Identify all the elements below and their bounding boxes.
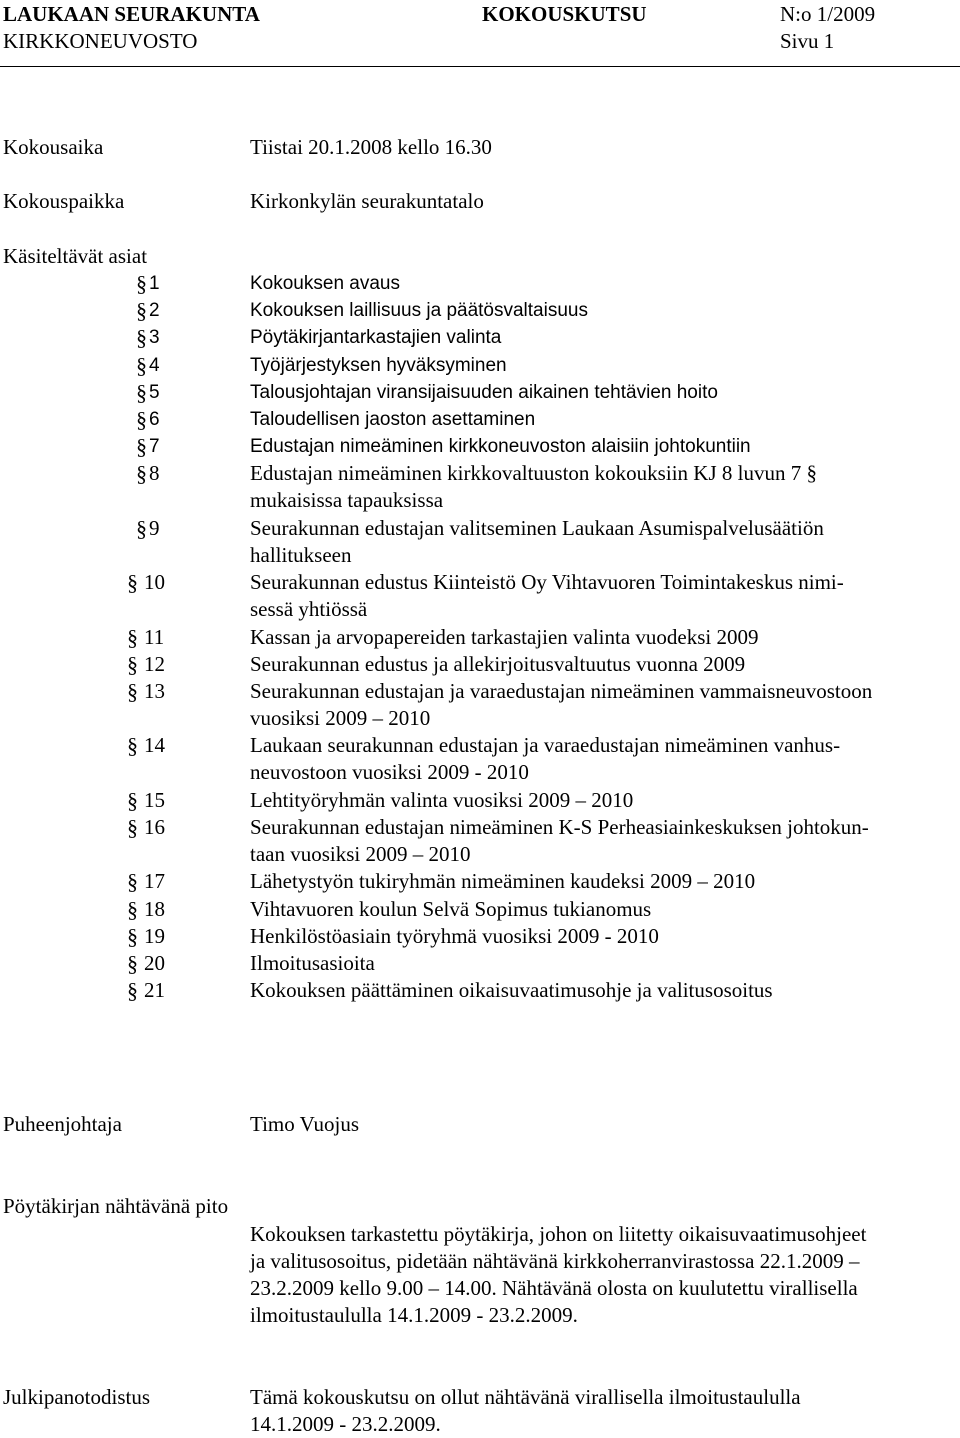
minutes-line: Kokouksen tarkastettu pöytäkirja, johon on liitetty oikaisuvaatimusohjeet <box>250 1222 867 1246</box>
agenda-title <box>250 732 960 786</box>
section-sign: § <box>136 298 147 324</box>
section-sign: § <box>136 515 147 541</box>
agenda-title-line: sessä yhtiössä <box>250 597 368 622</box>
agenda-number: 13 <box>144 679 165 703</box>
agenda-title-line: Pöytäkirjantarkastajien valinta <box>250 327 502 349</box>
section-sign: § <box>127 787 138 813</box>
agenda-title-line: Seurakunnan edustus Kiinteistö Oy Vihtavuoren Toimintakeskus nimi- <box>250 570 844 595</box>
agenda-title <box>250 352 960 379</box>
agenda-number: 4 <box>149 354 160 376</box>
agenda-title <box>250 515 960 569</box>
section-sign: § <box>136 325 147 351</box>
section-sign: § <box>136 352 147 378</box>
agenda-title <box>250 977 960 1004</box>
agenda-title <box>250 868 960 895</box>
section-sign: § <box>136 461 147 487</box>
section-sign: § <box>127 733 138 759</box>
agenda-number: 12 <box>144 651 165 676</box>
agenda-number: 2 <box>149 300 160 322</box>
section-sign: § <box>127 951 138 976</box>
minutes-line: 23.2.2009 kello 9.00 – 14.00. Nähtävänä olosta on kuulutettu virallisella <box>250 1276 858 1300</box>
agenda-number: 17 <box>144 869 165 894</box>
agenda-title <box>250 624 960 651</box>
section-sign: § <box>127 651 138 677</box>
agenda-title <box>250 297 960 324</box>
notice-text <box>250 1384 801 1438</box>
minutes-label: Pöytäkirjan nähtävänä pito <box>3 1194 229 1218</box>
agenda-title-line: Työjärjestyksen hyväksyminen <box>250 354 507 376</box>
agenda-title-line: Kokouksen päättäminen oikaisuvaatimusohje ja valitusosoitus <box>250 978 773 1003</box>
agenda-label: Käsiteltävät asiat <box>3 244 148 268</box>
agenda-title-line: Talousjohtajan viransijaisuuden aikainen tehtävien hoito <box>250 381 718 403</box>
section-sign: § <box>136 379 147 405</box>
agenda-title-line: vuosiksi 2009 – 2010 <box>250 706 431 730</box>
agenda-title-line: hallitukseen <box>250 542 352 567</box>
agenda-title <box>250 896 960 923</box>
agenda-title-line: taan vuosiksi 2009 – 2010 <box>250 842 471 866</box>
agenda-title-line: neuvostoon vuosiksi 2009 - 2010 <box>250 760 529 785</box>
agenda-number: 19 <box>144 923 165 948</box>
notice-line: 14.1.2009 - 23.2.2009. <box>250 1412 441 1436</box>
agenda-number: 14 <box>144 733 165 758</box>
agenda-title-line: Taloudellisen jaoston asettaminen <box>250 409 536 430</box>
agenda-title <box>250 814 960 868</box>
meeting-place-value: Kirkonkylän seurakuntatalo <box>250 189 484 213</box>
agenda-number: 21 <box>144 978 165 1003</box>
document-type: KOKOUSKUTSU <box>482 2 647 26</box>
agenda-title <box>250 324 960 351</box>
agenda-number: 16 <box>144 815 165 839</box>
section-sign: § <box>136 271 147 296</box>
agenda-title-line: Seurakunnan edustajan valitseminen Laukaan Asumispalvelusäätiön <box>250 515 824 540</box>
agenda-number: 7 <box>149 436 160 458</box>
agenda-title <box>250 379 960 406</box>
notice-label: Julkipanotodistus <box>3 1385 151 1409</box>
agenda-title <box>250 270 960 297</box>
document-number: N:o 1/2009 <box>780 2 876 26</box>
agenda-title-line: Edustajan nimeäminen kirkkoneuvoston alaisiin johtokuntiin <box>250 436 751 458</box>
agenda-number: 1 <box>149 273 160 294</box>
agenda-title-line: Henkilöstöasiain työryhmä vuosiksi 2009 - 2010 <box>250 923 659 948</box>
page-number: Sivu 1 <box>780 29 835 53</box>
section-sign: § <box>136 407 147 432</box>
section-sign: § <box>127 869 138 895</box>
section-sign: § <box>127 896 138 922</box>
agenda-title-line: Kokouksen laillisuus ja päätösvaltaisuus <box>250 300 588 322</box>
agenda-title-line: Seurakunnan edustus ja allekirjoitusvaltuutus vuonna 2009 <box>250 651 746 676</box>
agenda-title-line: Seurakunnan edustajan nimeäminen K-S Perheasiainkeskuksen johtokun- <box>250 815 869 839</box>
agenda-title <box>250 651 960 678</box>
header-divider <box>0 66 960 67</box>
agenda-title-line: Laukaan seurakunnan edustajan ja varaedustajan nimeäminen vanhus- <box>250 733 841 758</box>
minutes-text <box>250 1221 866 1329</box>
agenda-number: 5 <box>149 381 160 403</box>
agenda-title-line: Vihtavuoren koulun Selvä Sopimus tukianomus <box>250 896 652 921</box>
agenda-number: 6 <box>149 409 160 430</box>
agenda-title <box>250 433 960 460</box>
agenda-title <box>250 678 960 732</box>
agenda-title-line: Lehtityöryhmän valinta vuosiksi 2009 – 2010 <box>250 787 634 812</box>
agenda-number: 15 <box>144 787 165 812</box>
section-sign: § <box>127 624 138 650</box>
agenda-title-line: Edustajan nimeäminen kirkkovaltuuston kokouksiin KJ 8 luvun 7 § <box>250 461 817 486</box>
agenda-title-line: Seurakunnan edustajan ja varaedustajan nimeäminen vammaisneuvostoon <box>250 679 873 703</box>
section-sign: § <box>127 815 138 840</box>
agenda-title <box>250 950 960 977</box>
agenda-number: 3 <box>149 327 160 349</box>
agenda-number: 8 <box>149 461 160 486</box>
chair-label: Puheenjohtaja <box>3 1112 122 1136</box>
section-sign: § <box>127 923 138 949</box>
section-sign: § <box>127 570 138 596</box>
issuing-body: KIRKKONEUVOSTO <box>3 29 198 53</box>
agenda-title <box>250 787 960 814</box>
minutes-line: ja valitusosoitus, pidetään nähtävänä kirkkoherranvirastossa 22.1.2009 – <box>250 1249 860 1273</box>
agenda-title-line: Lähetystyön tukiryhmän nimeäminen kaudeksi 2009 – 2010 <box>250 869 756 894</box>
agenda-number: 9 <box>149 515 160 540</box>
section-sign: § <box>136 434 147 460</box>
agenda-number: 20 <box>144 951 165 975</box>
meeting-place-label: Kokouspaikka <box>3 189 125 213</box>
agenda-title-line: Ilmoitusasioita <box>250 951 375 975</box>
chair-name: Timo Vuojus <box>250 1112 360 1136</box>
agenda-number: 18 <box>144 896 165 921</box>
agenda-number: 10 <box>144 570 165 595</box>
agenda-title-line: Kassan ja arvopapereiden tarkastajien valinta vuodeksi 2009 <box>250 624 759 649</box>
minutes-line: ilmoitustaululla 14.1.2009 - 23.2.2009. <box>250 1303 578 1327</box>
agenda-title-line: Kokouksen avaus <box>250 273 400 294</box>
agenda-title-line: mukaisissa tapauksissa <box>250 488 444 513</box>
notice-line: Tämä kokouskutsu on ollut nähtävänä virallisella ilmoitustaululla <box>250 1385 801 1409</box>
agenda-title <box>250 569 960 623</box>
agenda-number: 11 <box>144 624 165 649</box>
meeting-time-value: Tiistai 20.1.2008 kello 16.30 <box>250 135 492 159</box>
agenda-title <box>250 923 960 950</box>
org-name: LAUKAAN SEURAKUNTA <box>3 2 260 26</box>
section-sign: § <box>127 978 138 1004</box>
meeting-time-label: Kokousaika <box>3 135 104 159</box>
agenda-title <box>250 460 960 514</box>
section-sign: § <box>127 679 138 704</box>
agenda-title <box>250 406 960 433</box>
